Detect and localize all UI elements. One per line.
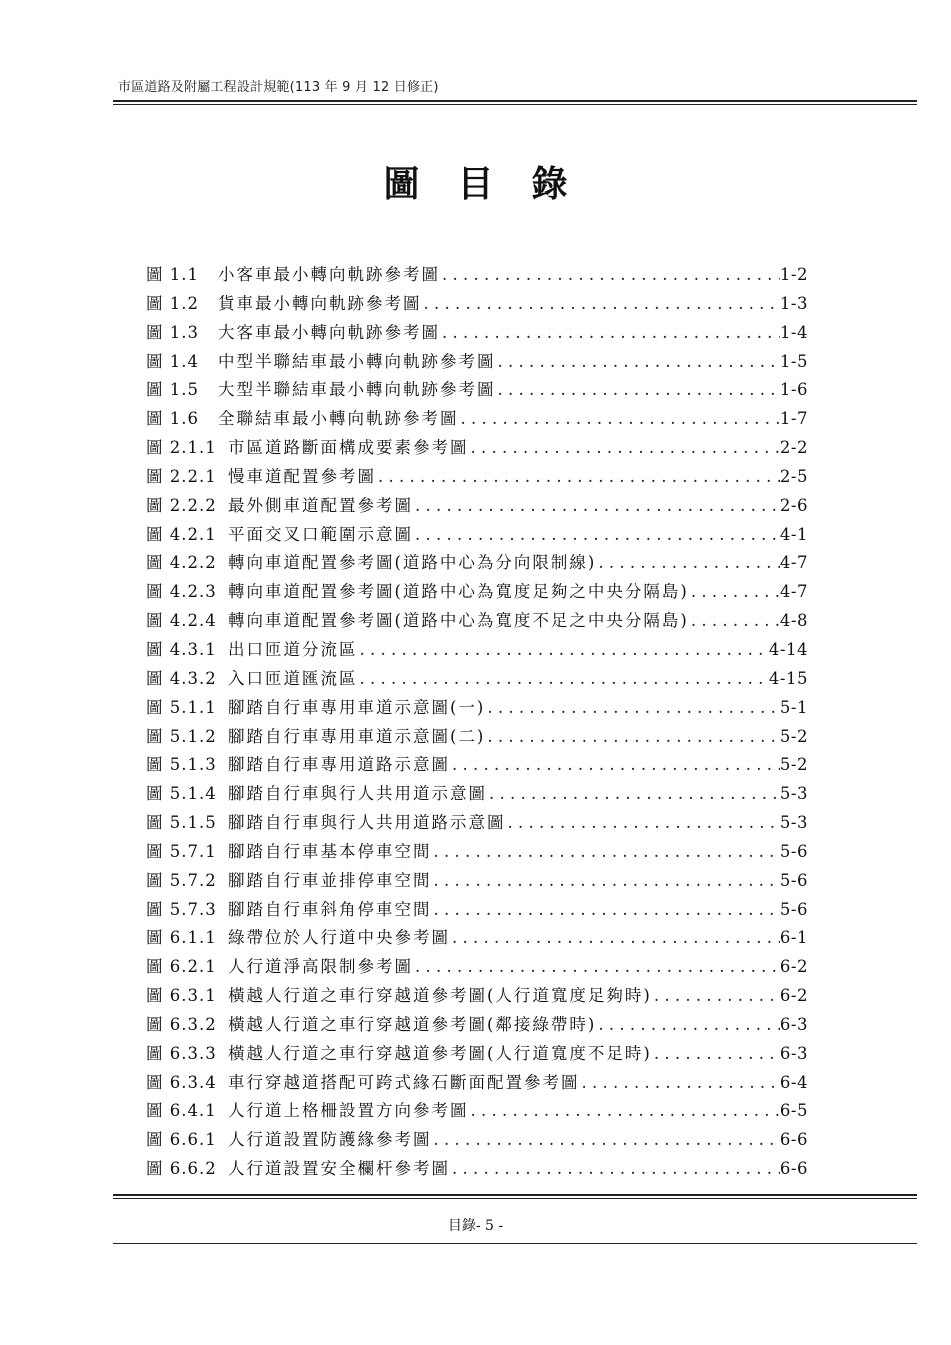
dot-leader bbox=[440, 265, 780, 284]
toc-entry[interactable] bbox=[146, 982, 808, 1011]
page-reference: 1-5 bbox=[779, 351, 808, 371]
toc-entry[interactable] bbox=[146, 1011, 808, 1040]
dot-leader bbox=[496, 380, 780, 399]
figure-title: 轉向車道配置參考圖(道路中心為寬度不足之中央分隔島) bbox=[228, 611, 689, 631]
toc-entry[interactable] bbox=[146, 867, 808, 896]
figure-title: 腳踏自行車與行人共用道示意圖 bbox=[228, 784, 487, 804]
figure-title: 橫越人行道之車行穿越道參考圖(人行道寬度足夠時) bbox=[228, 986, 652, 1006]
dot-leader bbox=[596, 1015, 780, 1034]
figure-title: 橫越人行道之車行穿越道參考圖(人行道寬度不足時) bbox=[228, 1043, 652, 1063]
toc-entry[interactable] bbox=[146, 405, 808, 434]
dot-leader bbox=[358, 669, 769, 688]
figure-number: 圖 5.7.2 bbox=[146, 870, 217, 890]
page-reference: 6-4 bbox=[779, 1072, 808, 1092]
toc-entry[interactable] bbox=[146, 1069, 808, 1098]
page-reference: 4-7 bbox=[779, 582, 808, 602]
page-reference: 5-6 bbox=[779, 899, 808, 919]
dot-leader bbox=[432, 842, 780, 861]
toc-entry[interactable] bbox=[146, 896, 808, 925]
dot-leader bbox=[440, 323, 780, 342]
toc-entry[interactable] bbox=[146, 751, 808, 780]
figure-list bbox=[146, 261, 808, 1184]
dot-leader bbox=[450, 928, 780, 947]
figure-number: 圖 6.3.4 bbox=[146, 1072, 217, 1092]
figure-number: 圖 4.2.2 bbox=[146, 553, 217, 573]
figure-title: 腳踏自行車斜角停車空間 bbox=[228, 899, 432, 919]
page-reference: 6-6 bbox=[779, 1159, 808, 1179]
toc-entry[interactable] bbox=[146, 492, 808, 521]
page-reference: 5-6 bbox=[779, 870, 808, 890]
figure-number: 圖 6.6.1 bbox=[146, 1130, 217, 1150]
figure-title: 人行道上格柵設置方向參考圖 bbox=[228, 1101, 469, 1121]
page-reference: 5-6 bbox=[779, 841, 808, 861]
page-reference: 5-1 bbox=[779, 697, 808, 717]
figure-title: 腳踏自行車專用道路示意圖 bbox=[228, 755, 450, 775]
page-reference: 1-4 bbox=[779, 322, 808, 342]
figure-number: 圖 5.1.2 bbox=[146, 726, 217, 746]
toc-entry[interactable] bbox=[146, 319, 808, 348]
page-reference: 4-8 bbox=[779, 611, 808, 631]
figure-title: 市區道路斷面構成要素參考圖 bbox=[228, 438, 469, 458]
dot-leader bbox=[580, 1073, 780, 1092]
page-reference: 1-3 bbox=[779, 293, 808, 313]
header-title: 市區道路及附屬工程設計規範(113 年 9 月 12 日修正) bbox=[118, 80, 439, 95]
dot-leader bbox=[596, 553, 780, 572]
figure-title: 腳踏自行車與行人共用道路示意圖 bbox=[228, 813, 506, 833]
toc-entry[interactable] bbox=[146, 1040, 808, 1069]
toc-entry[interactable] bbox=[146, 290, 808, 319]
dot-leader bbox=[496, 352, 780, 371]
page-reference: 2-2 bbox=[779, 438, 808, 458]
figure-title: 出口匝道分流區 bbox=[228, 639, 358, 659]
page-reference: 4-15 bbox=[768, 668, 808, 688]
page-reference: 5-2 bbox=[779, 726, 808, 746]
figure-title: 綠帶位於人行道中央參考圖 bbox=[228, 928, 450, 948]
toc-entry[interactable] bbox=[146, 261, 808, 290]
figure-title: 橫越人行道之車行穿越道參考圖(鄰接綠帶時) bbox=[228, 1014, 597, 1034]
dot-leader bbox=[413, 525, 780, 544]
dot-leader bbox=[487, 784, 780, 803]
page-reference: 2-6 bbox=[779, 495, 808, 515]
page-reference: 6-3 bbox=[779, 1043, 808, 1063]
figure-number: 圖 2.2.1 bbox=[146, 466, 217, 486]
footer-rule-lower bbox=[113, 1243, 917, 1244]
page-reference: 6-6 bbox=[779, 1130, 808, 1150]
toc-entry[interactable] bbox=[146, 953, 808, 982]
figure-title: 大客車最小轉向軌跡參考圖 bbox=[218, 322, 440, 342]
toc-entry[interactable] bbox=[146, 1097, 808, 1126]
toc-entry[interactable] bbox=[146, 838, 808, 867]
toc-entry[interactable] bbox=[146, 809, 808, 838]
dot-leader bbox=[450, 1159, 780, 1178]
dot-leader bbox=[432, 871, 780, 890]
figure-number: 圖 5.1.3 bbox=[146, 755, 217, 775]
dot-leader bbox=[422, 294, 780, 313]
figure-number: 圖 6.3.2 bbox=[146, 1014, 217, 1034]
dot-leader bbox=[413, 496, 780, 515]
footer-rule-top bbox=[113, 1194, 917, 1196]
figure-title: 入口匝道匯流區 bbox=[228, 668, 358, 688]
figure-number: 圖 6.6.2 bbox=[146, 1159, 217, 1179]
figure-number: 圖 4.2.3 bbox=[146, 582, 217, 602]
figure-number: 圖 1.6 bbox=[146, 409, 199, 429]
figure-number: 圖 1.4 bbox=[146, 351, 199, 371]
toc-entry[interactable] bbox=[146, 348, 808, 377]
figure-title: 人行道設置防護緣參考圖 bbox=[228, 1130, 432, 1150]
toc-entry[interactable] bbox=[146, 780, 808, 809]
page-reference: 1-2 bbox=[779, 265, 808, 284]
figure-number: 圖 4.2.4 bbox=[146, 611, 217, 631]
dot-leader bbox=[376, 467, 780, 486]
dot-leader bbox=[413, 957, 780, 976]
toc-entry[interactable] bbox=[146, 924, 808, 953]
toc-entry[interactable] bbox=[146, 521, 808, 550]
figure-title: 腳踏自行車專用車道示意圖(一) bbox=[228, 697, 486, 717]
toc-entry[interactable] bbox=[146, 376, 808, 405]
dot-leader bbox=[485, 698, 780, 717]
figure-number: 圖 6.3.3 bbox=[146, 1043, 217, 1063]
figure-number: 圖 1.2 bbox=[146, 293, 199, 313]
figure-title: 平面交叉口範圍示意圖 bbox=[228, 524, 413, 544]
figure-number: 圖 1.1 bbox=[146, 265, 199, 284]
toc-entry[interactable] bbox=[146, 723, 808, 752]
figure-number: 圖 4.3.2 bbox=[146, 668, 217, 688]
toc-entry[interactable] bbox=[146, 607, 808, 636]
figure-number: 圖 5.7.1 bbox=[146, 841, 217, 861]
figure-title: 大型半聯結車最小轉向軌跡參考圖 bbox=[218, 380, 496, 400]
page-reference: 6-2 bbox=[779, 986, 808, 1006]
figure-number: 圖 6.4.1 bbox=[146, 1101, 217, 1121]
dot-leader bbox=[432, 900, 780, 919]
page-title: 圖目錄 bbox=[383, 164, 606, 205]
toc-entry[interactable] bbox=[146, 1155, 808, 1184]
header-rule-bottom bbox=[113, 104, 917, 105]
dot-leader bbox=[689, 582, 780, 601]
page-reference: 6-5 bbox=[779, 1101, 808, 1121]
toc-entry[interactable] bbox=[146, 434, 808, 463]
figure-number: 圖 5.1.1 bbox=[146, 697, 217, 717]
page-number: 目錄- 5 - bbox=[447, 1218, 504, 1234]
toc-entry[interactable] bbox=[146, 694, 808, 723]
toc-entry[interactable] bbox=[146, 1126, 808, 1155]
page-reference: 5-2 bbox=[779, 755, 808, 775]
toc-entry[interactable] bbox=[146, 665, 808, 694]
dot-leader bbox=[506, 813, 780, 832]
figure-number: 圖 4.3.1 bbox=[146, 639, 217, 659]
figure-title: 貨車最小轉向軌跡參考圖 bbox=[218, 293, 422, 313]
page-reference: 5-3 bbox=[779, 784, 808, 804]
page-reference: 2-5 bbox=[779, 466, 808, 486]
toc-entry[interactable] bbox=[146, 636, 808, 665]
dot-leader bbox=[459, 409, 780, 428]
dot-leader bbox=[652, 986, 780, 1005]
figure-number: 圖 2.1.1 bbox=[146, 438, 217, 458]
header-rule-top bbox=[113, 100, 917, 102]
figure-number: 圖 6.2.1 bbox=[146, 957, 217, 977]
figure-title: 人行道設置安全欄杆參考圖 bbox=[228, 1159, 450, 1179]
dot-leader bbox=[469, 438, 780, 457]
dot-leader bbox=[450, 755, 780, 774]
figure-title: 腳踏自行車基本停車空間 bbox=[228, 841, 432, 861]
figure-title: 腳踏自行車並排停車空間 bbox=[228, 870, 432, 890]
figure-number: 圖 4.2.1 bbox=[146, 524, 217, 544]
figure-title: 人行道淨高限制參考圖 bbox=[228, 957, 413, 977]
figure-number: 圖 1.5 bbox=[146, 380, 199, 400]
figure-number: 圖 6.1.1 bbox=[146, 928, 217, 948]
page-reference: 5-3 bbox=[779, 813, 808, 833]
page-reference: 1-6 bbox=[779, 380, 808, 400]
page-reference: 4-1 bbox=[779, 524, 808, 544]
figure-title: 轉向車道配置參考圖(道路中心為寬度足夠之中央分隔島) bbox=[228, 582, 689, 602]
dot-leader bbox=[432, 1130, 780, 1149]
figure-number: 圖 6.3.1 bbox=[146, 986, 217, 1006]
dot-leader bbox=[358, 640, 769, 659]
figure-title: 轉向車道配置參考圖(道路中心為分向限制線) bbox=[228, 553, 597, 573]
toc-entry[interactable] bbox=[146, 578, 808, 607]
figure-number: 圖 5.1.5 bbox=[146, 813, 217, 833]
figure-number: 圖 2.2.2 bbox=[146, 495, 217, 515]
figure-title: 最外側車道配置參考圖 bbox=[228, 495, 413, 515]
page-reference: 4-14 bbox=[768, 639, 808, 659]
dot-leader bbox=[469, 1101, 780, 1120]
page-reference: 6-3 bbox=[779, 1014, 808, 1034]
figure-title: 中型半聯結車最小轉向軌跡參考圖 bbox=[218, 351, 496, 371]
dot-leader bbox=[485, 727, 780, 746]
dot-leader bbox=[689, 611, 780, 630]
page-reference: 4-7 bbox=[779, 553, 808, 573]
figure-title: 腳踏自行車專用車道示意圖(二) bbox=[228, 726, 486, 746]
figure-title: 小客車最小轉向軌跡參考圖 bbox=[218, 265, 440, 284]
toc-entry[interactable] bbox=[146, 463, 808, 492]
figure-number: 圖 1.3 bbox=[146, 322, 199, 342]
page-reference: 6-2 bbox=[779, 957, 808, 977]
page-reference: 6-1 bbox=[779, 928, 808, 948]
dot-leader bbox=[652, 1044, 780, 1063]
footer-rule-bottom bbox=[113, 1198, 917, 1199]
figure-title: 全聯結車最小轉向軌跡參考圖 bbox=[218, 409, 459, 429]
toc-entry[interactable] bbox=[146, 549, 808, 578]
figure-number: 圖 5.7.3 bbox=[146, 899, 217, 919]
figure-title: 車行穿越道搭配可跨式緣石斷面配置參考圖 bbox=[228, 1072, 580, 1092]
figure-number: 圖 5.1.4 bbox=[146, 784, 217, 804]
figure-title: 慢車道配置參考圖 bbox=[228, 466, 376, 486]
page-reference: 1-7 bbox=[779, 409, 808, 429]
